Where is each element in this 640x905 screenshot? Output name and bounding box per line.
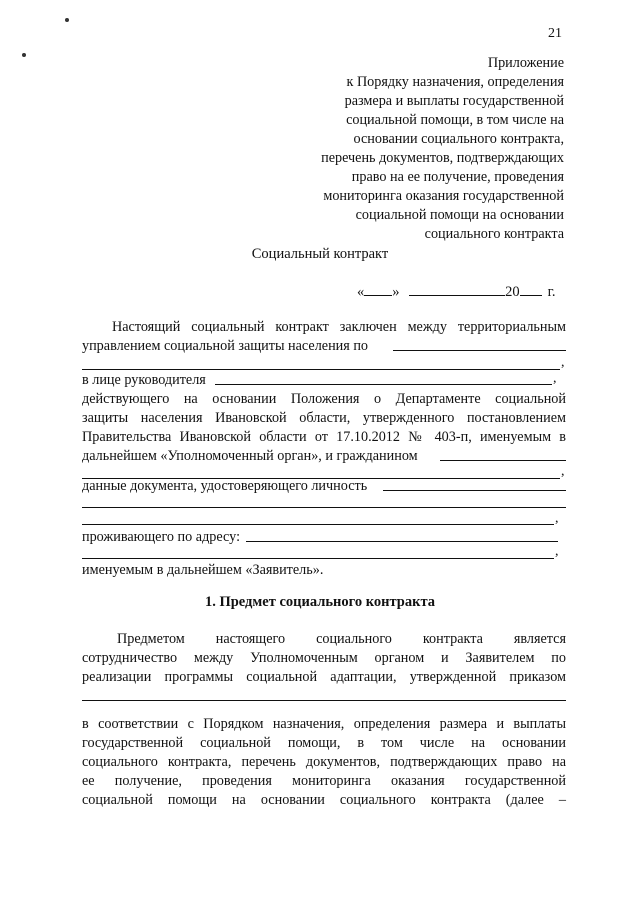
- address-blank[interactable]: [246, 541, 558, 542]
- intro-line-5: защиты населения Ивановской области, утвержденного постановлением: [82, 410, 566, 426]
- page-number: 21: [548, 26, 562, 41]
- appendix-line: основании социального контракта,: [353, 131, 564, 147]
- section-1-line-6: социального контракта, перечень документов, подтверждающих право на: [82, 754, 566, 770]
- appendix-line: к Порядку назначения, определения: [346, 74, 564, 90]
- intro-line-6: Правительства Ивановской области от 17.10.2012 № 403-п, именуемым в: [82, 429, 566, 445]
- appendix-line: социальной помощи, в том числе на: [346, 112, 564, 128]
- appendix-line: социального контракта: [424, 226, 564, 242]
- appendix-line: перечень документов, подтверждающих: [321, 150, 564, 166]
- comma: ,: [561, 355, 565, 370]
- department-blank-2[interactable]: [82, 369, 560, 370]
- appendix-line: размера и выплаты государственной: [344, 93, 564, 109]
- section-1-line-8: социальной помощи на основании социального контракта (далее –: [82, 792, 566, 808]
- intro-line-7: [82, 447, 566, 466]
- comma: ,: [555, 511, 559, 526]
- address-blank-2[interactable]: [82, 558, 554, 559]
- appendix-line: мониторинга оказания государственной: [323, 188, 564, 204]
- head-blank[interactable]: [215, 384, 552, 385]
- intro-line-1: Настоящий социальный контракт заключен между территориальным: [112, 319, 566, 335]
- document-title: Социальный контракт: [251, 246, 389, 262]
- section-1-line-3: реализации программы социальной адаптации, утвержденной приказом: [82, 669, 566, 685]
- applicant-line: именуемым в дальнейшем «Заявитель».: [82, 562, 324, 578]
- department-blank[interactable]: [393, 350, 566, 351]
- month-blank[interactable]: [409, 283, 505, 296]
- scan-mark: [22, 53, 26, 57]
- comma: ,: [553, 371, 557, 386]
- order-blank[interactable]: [82, 700, 566, 701]
- section-1-line-1: Предметом настоящего социального контракта является: [117, 631, 566, 647]
- citizen-blank[interactable]: [440, 460, 566, 461]
- year-prefix: 20: [505, 284, 520, 300]
- date-open-quote: «: [357, 284, 365, 300]
- year-suffix: г.: [547, 284, 556, 300]
- appendix-block: [321, 54, 564, 244]
- head-line: [82, 371, 566, 390]
- intro-line-2-text: управлением социальной защиты населения по: [82, 338, 369, 354]
- comma: ,: [555, 544, 559, 559]
- contract-date: [357, 283, 556, 301]
- scan-mark: [65, 18, 69, 22]
- date-close-quote: »: [392, 284, 400, 300]
- intro-line-7-text: дальнейшем «Уполномоченный орган», и гражданином: [82, 448, 418, 464]
- document-line: [82, 477, 566, 496]
- appendix-line: Приложение: [487, 55, 564, 71]
- document-blank-3[interactable]: [82, 524, 554, 525]
- document-blank[interactable]: [383, 490, 566, 491]
- section-1-line-7: ее получение, проведения мониторинга оказания государственной: [82, 773, 566, 789]
- section-1-line-2: сотрудничество между Уполномоченным органом и Заявителем по: [82, 650, 566, 666]
- address-line: [82, 528, 566, 547]
- section-1-heading: 1. Предмет социального контракта: [204, 594, 436, 610]
- section-1-line-4: в соответствии с Порядком назначения, определения размера и выплаты: [82, 716, 566, 732]
- document-label: данные документа, удостоверяющего личность: [82, 478, 368, 494]
- section-1-line-5: государственной социальной помощи, в том числе на основании: [82, 735, 566, 751]
- appendix-line: социальной помощи на основании: [355, 207, 564, 223]
- intro-line-4: действующего на основании Положения о Департаменте социальной: [82, 391, 566, 407]
- address-label: проживающего по адресу:: [82, 529, 241, 545]
- day-blank[interactable]: [364, 283, 392, 296]
- document-blank-2[interactable]: [82, 507, 566, 508]
- year-blank[interactable]: [520, 283, 542, 296]
- appendix-line: право на ее получение, проведения: [351, 169, 564, 185]
- comma: ,: [561, 464, 565, 479]
- head-label: в лице руководителя: [82, 372, 206, 388]
- intro-line-2: [82, 337, 566, 356]
